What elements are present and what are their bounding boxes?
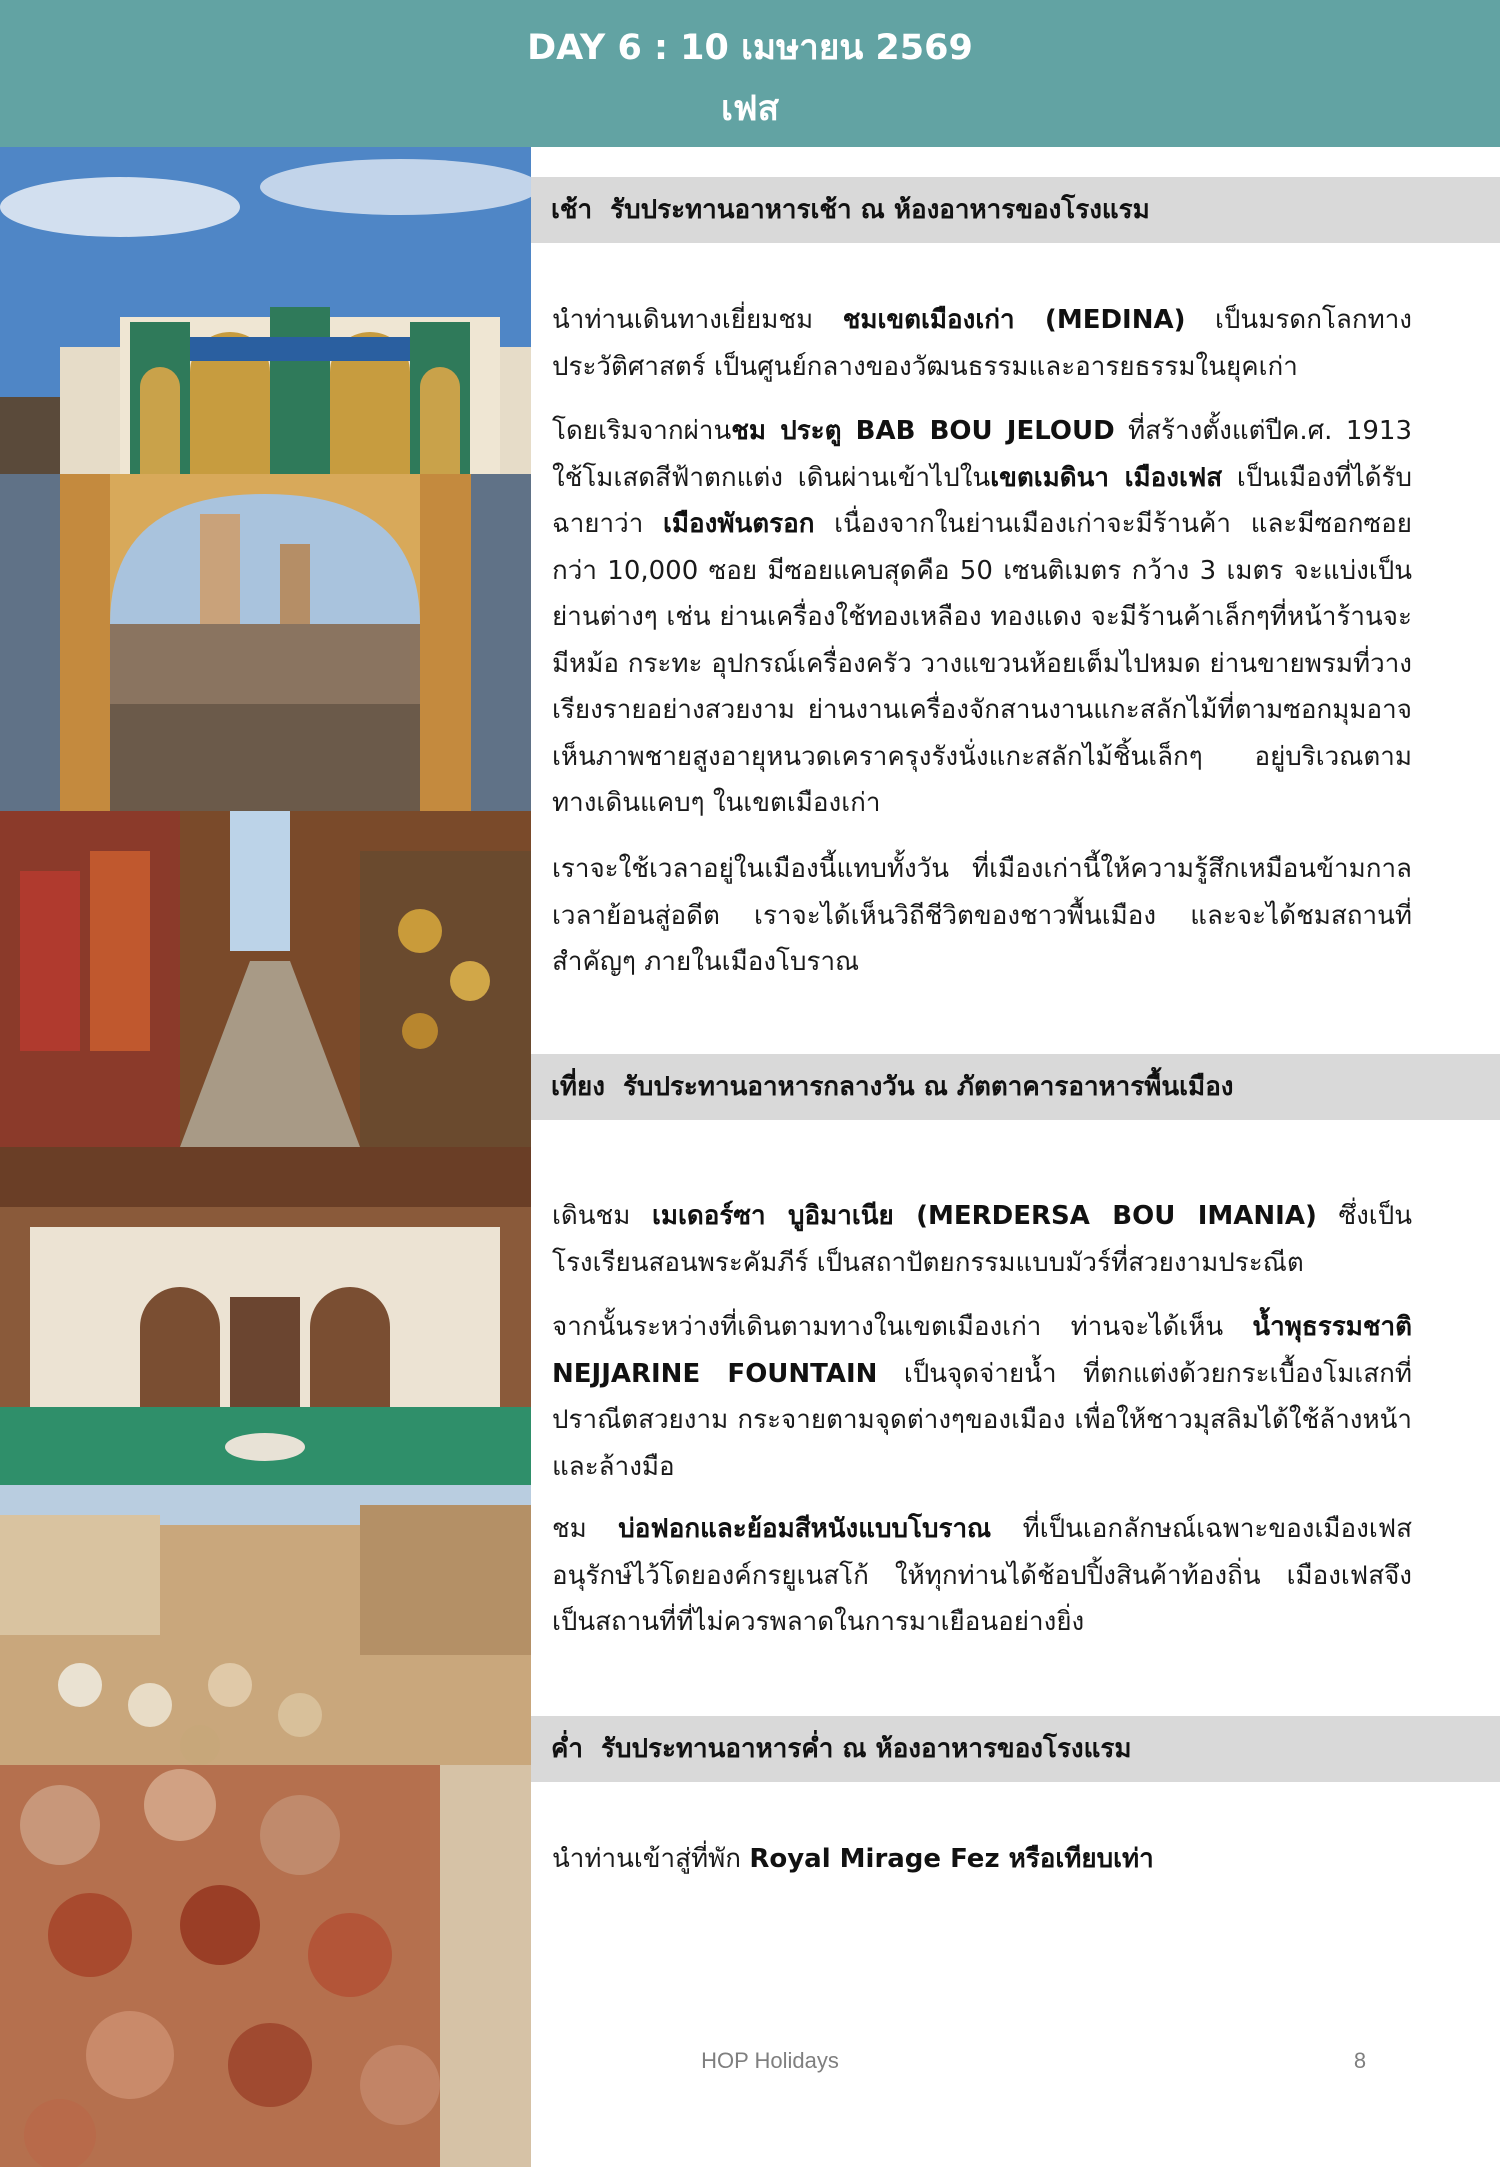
photo-madrasa (0, 1147, 531, 1485)
paragraph-hotel (552, 1836, 1412, 1883)
breakfast-band (531, 177, 1500, 243)
madrasa-image (0, 1147, 531, 1485)
highlight-nickname: เมืองพันตรอก (663, 509, 815, 539)
text-run: นำท่านเข้าสู่ที่พัก (552, 1844, 750, 1874)
highlight-hotel: Royal Mirage Fez หรือเทียบเท่า (749, 1844, 1154, 1874)
text-run: นำท่านเดินทางเยี่ยมชม (552, 305, 843, 335)
photo-tannery-bottom (0, 1765, 531, 2167)
dinner-text: รับประทานอาหารค่ำ ณ ห้องอาหารของโรงแรม (601, 1734, 1132, 1764)
dinner-label: ค่ำ (551, 1734, 583, 1764)
gate-image (0, 147, 531, 474)
photo-souk (0, 811, 531, 1147)
lunch-label: เที่ยง (551, 1072, 605, 1102)
day-header (0, 0, 1500, 147)
text-run: เป็นจุดจ่ายน้ำ ที่ตกแต่งด้วยกระเบื้องโมเสกที่ปราณีตสวยงาม กระจายตามจุดต่างๆของเมือง เพื่อให้ชาวมุสลิมได้ใช้ล้างหน้าและล้างมือ (552, 1358, 1412, 1482)
text-run: จากนั้นระหว่างที่เดินตามทางในเขตเมืองเก่า ท่านจะได้เห็น (552, 1312, 1253, 1342)
highlight-gate: ชม ประตู BAB BOU JELOUD (731, 416, 1115, 446)
city-title: เฟส (720, 89, 780, 129)
highlight-madrasa: เมเดอร์ซา บูอิมาเนีย (MERDERSA BOU IMANIA) (651, 1201, 1317, 1231)
text-run: ซึ่งเป็นโรงเรียนสอนพระคัมภีร์ เป็นสถาปัตยกรรมแบบมัวร์ที่สวยงามประณีต (552, 1201, 1412, 1278)
souk-image (0, 811, 531, 1147)
paragraph-madrasa (552, 1193, 1412, 1286)
tannery-top-image (0, 1485, 531, 1765)
text-run: โดยเริมจากผ่าน (552, 416, 732, 446)
arch-image (0, 474, 531, 811)
lunch-text: รับประทานอาหารกลางวัน ณ ภัตตาคารอาหารพื้นเมือง (622, 1072, 1234, 1102)
breakfast-label: เช้า (551, 195, 593, 225)
paragraph-tannery (552, 1506, 1412, 1646)
highlight-medina: ชมเขตเมืองเก่า (MEDINA) (842, 305, 1186, 335)
highlight-medina-fes: เขตเมดินา เมืองเฟส (990, 462, 1223, 493)
text-run: เราจะใช้เวลาอยู่ในเมืองนี้แทบทั้งวัน ที่เมืองเก่านี้ให้ความรู้สึกเหมือนข้ามกาลเวลาย้อนสู่อดีต เราจะได้เห็นวิถีชีวิตของชาวพื้นเมือง และจะได้ชมสถานที่สำคัญๆ ภายในเมืองโบราณ (552, 854, 1412, 977)
text-run: ที่สร้างตั้งแต่ปีค.ศ. 1913 ใช้โมเสดสีฟ้าตกแต่ง เดินผ่านเข้าไปใน (552, 416, 1412, 493)
text-run: เนื่องจากในย่านเมืองเก่าจะมีร้านค้า และมีซอกซอยกว่า 10,000 ซอย มีซอยแคบสุดคือ 50 เซนติเมตร กว้าง 3 เมตร จะแบ่งเป็นย่านต่างๆ เช่น ย่านเครื่องใช้ทองเหลือง ทองแดง จะมีร้านค้าเล็กๆที่หน้าร้านจะมีหม้อ กระทะ อุปกรณ์เครื่องครัว วางแขวนห้อยเต็มไปหมด ย่านขายพรมที่วางเรียงรายอย่างสวยงาม ย่านงานเครื่องจักสานงานแกะสลักไม้ที่ตามซอกมุมอาจเห็นภาพชายสูงอายุหนวดเคราครุงรังนั่งแกะสลักไม้ชิ้นเล็กๆ อยู่บริเวณตามทางเดินแคบๆ ในเขตเมืองเก่า (552, 509, 1413, 818)
photo-gate (0, 147, 531, 474)
lunch-band (531, 1054, 1500, 1120)
tannery-bottom-image (0, 1765, 531, 2167)
text-run: เป็นมรดกโลกทางประวัติศาสตร์ เป็นศูนย์กลางของวัฒนธรรมและอารยธรรมในยุคเก่า (552, 305, 1413, 382)
paragraph-medina (552, 297, 1412, 390)
text-run: ที่เป็นเอกลักษณ์เฉพาะของเมืองเฟส อนุรักษ์ไว้โดยองค์กรยูเนสโก้ ให้ทุกท่านได้ช้อปปิ้งสินค้าท้องถิ่น เมืองเฟสจึงเป็นสถานที่ที่ไม่ควรพลาดในการมาเยือนอย่างยิ่ง (552, 1514, 1412, 1637)
text-run: ชม (552, 1514, 619, 1544)
day-title: DAY 6 : 10 เมษายน 2569 (527, 28, 973, 68)
page-number: 8 (1353, 2048, 1367, 2073)
text-run: เดินชม (552, 1201, 652, 1231)
breakfast-text: รับประทานอาหารเช้า ณ ห้องอาหารของโรงแรม (610, 195, 1150, 225)
footer-brand: HOP Holidays (701, 2048, 839, 2073)
paragraph-fountain (552, 1304, 1412, 1490)
highlight-fountain: น้ำพุธรรมชาติ NEJJARINE FOUNTAIN (552, 1312, 1412, 1389)
paragraph-old-city (552, 846, 1412, 986)
highlight-tannery: บ่อฟอกและย้อมสีหนังแบบโบราณ (618, 1514, 992, 1544)
photo-arch (0, 474, 531, 811)
text-run: เป็นเมืองที่ได้รับ ฉายาว่า (552, 462, 1412, 539)
photo-tannery-top (0, 1485, 531, 1765)
dinner-band (531, 1716, 1500, 1782)
paragraph-bab-bou-jeloud (552, 408, 1412, 827)
